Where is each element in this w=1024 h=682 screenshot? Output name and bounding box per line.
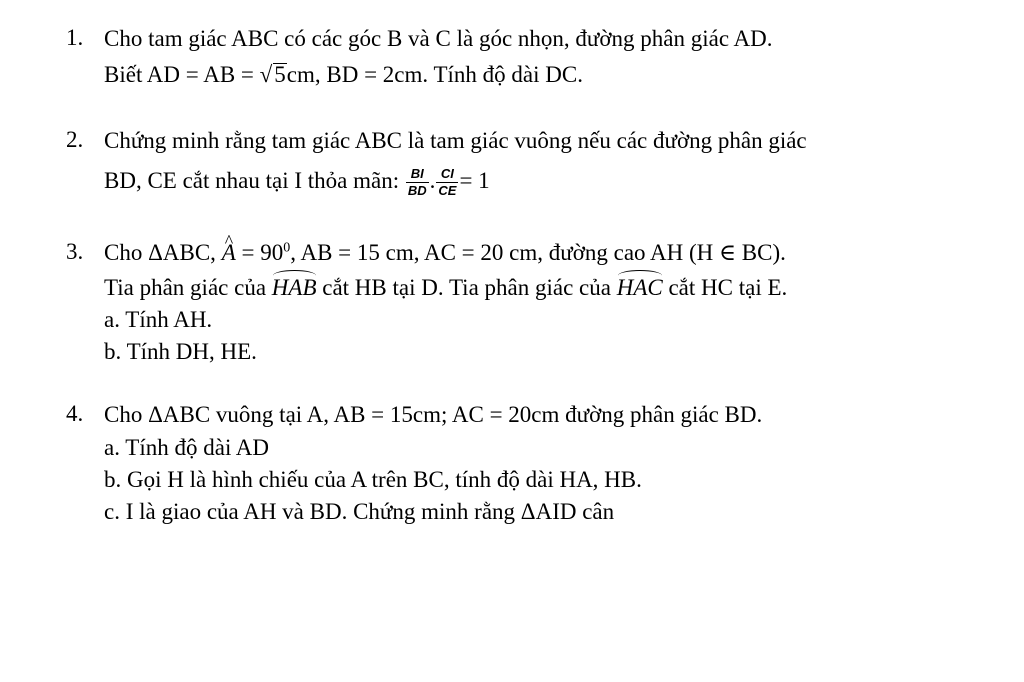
angle-a-hat: ^ A bbox=[222, 238, 236, 268]
text-segment: Tia phân giác của bbox=[104, 275, 272, 300]
problem-text-line bbox=[104, 60, 583, 90]
problem-text-line bbox=[104, 238, 786, 268]
text-segment: , AB = 15 cm, AC = 20 cm, đường cao AH (H ∈ BC). bbox=[290, 240, 786, 265]
problem-text-line: Cho tam giác ABC có các góc B và C là góc nhọn, đường phân giác AD. bbox=[104, 26, 773, 51]
problem-text-line bbox=[104, 166, 490, 199]
fraction-denominator: BD bbox=[407, 183, 427, 199]
sqrt-symbol: √ bbox=[259, 62, 273, 87]
sqrt-radicand: 5 bbox=[274, 62, 286, 87]
angle-hab: HAB bbox=[272, 273, 317, 303]
degree-superscript: 0 bbox=[283, 240, 291, 256]
problem-number: 3. bbox=[66, 239, 84, 264]
text-segment: = 1 bbox=[459, 168, 490, 193]
angle-hac: HAC bbox=[617, 273, 663, 303]
fraction-numerator: CI bbox=[436, 166, 458, 183]
problem-text-line bbox=[104, 273, 787, 303]
text-segment: cm, BD = 2cm. Tính độ dài DC. bbox=[286, 62, 583, 87]
fraction-denominator: CE bbox=[438, 183, 457, 199]
text-segment: Cho ΔABC, bbox=[104, 240, 222, 265]
problem-text-line: Cho ΔABC vuông tại A, AB = 15cm; AC = 20cm đường phân giác BD. bbox=[104, 402, 763, 427]
text-segment: = 90 bbox=[235, 240, 284, 265]
sub-question-a: a. Tính AH. bbox=[104, 307, 213, 332]
multiply-dot: . bbox=[429, 168, 436, 193]
problem-number: 1. bbox=[66, 25, 84, 50]
fraction-numerator: BI bbox=[406, 166, 429, 183]
problem-text-line: Chứng minh rằng tam giác ABC là tam giác vuông nếu các đường phân giác bbox=[104, 128, 807, 153]
text-segment: Biết AD = AB = bbox=[104, 62, 260, 87]
text-segment: cắt HC tại E. bbox=[662, 275, 788, 300]
problem-number: 4. bbox=[66, 401, 84, 426]
fraction-ci-ce bbox=[436, 166, 458, 199]
text-segment: cắt HB tại D. Tia phân giác của bbox=[316, 275, 617, 300]
text-segment: BD, CE cắt nhau tại I thỏa mãn: bbox=[104, 168, 405, 193]
sub-question-b: b. Tính DH, HE. bbox=[104, 339, 257, 364]
sub-question-c: c. I là giao của AH và BD. Chứng minh rằng ΔAID cân bbox=[104, 499, 615, 524]
sub-question-b: b. Gọi H là hình chiếu của A trên BC, tính độ dài HA, HB. bbox=[104, 467, 642, 492]
fraction-bi-bd bbox=[406, 166, 429, 199]
problem-number: 2. bbox=[66, 127, 84, 152]
sub-question-a: a. Tính độ dài AD bbox=[104, 435, 270, 460]
